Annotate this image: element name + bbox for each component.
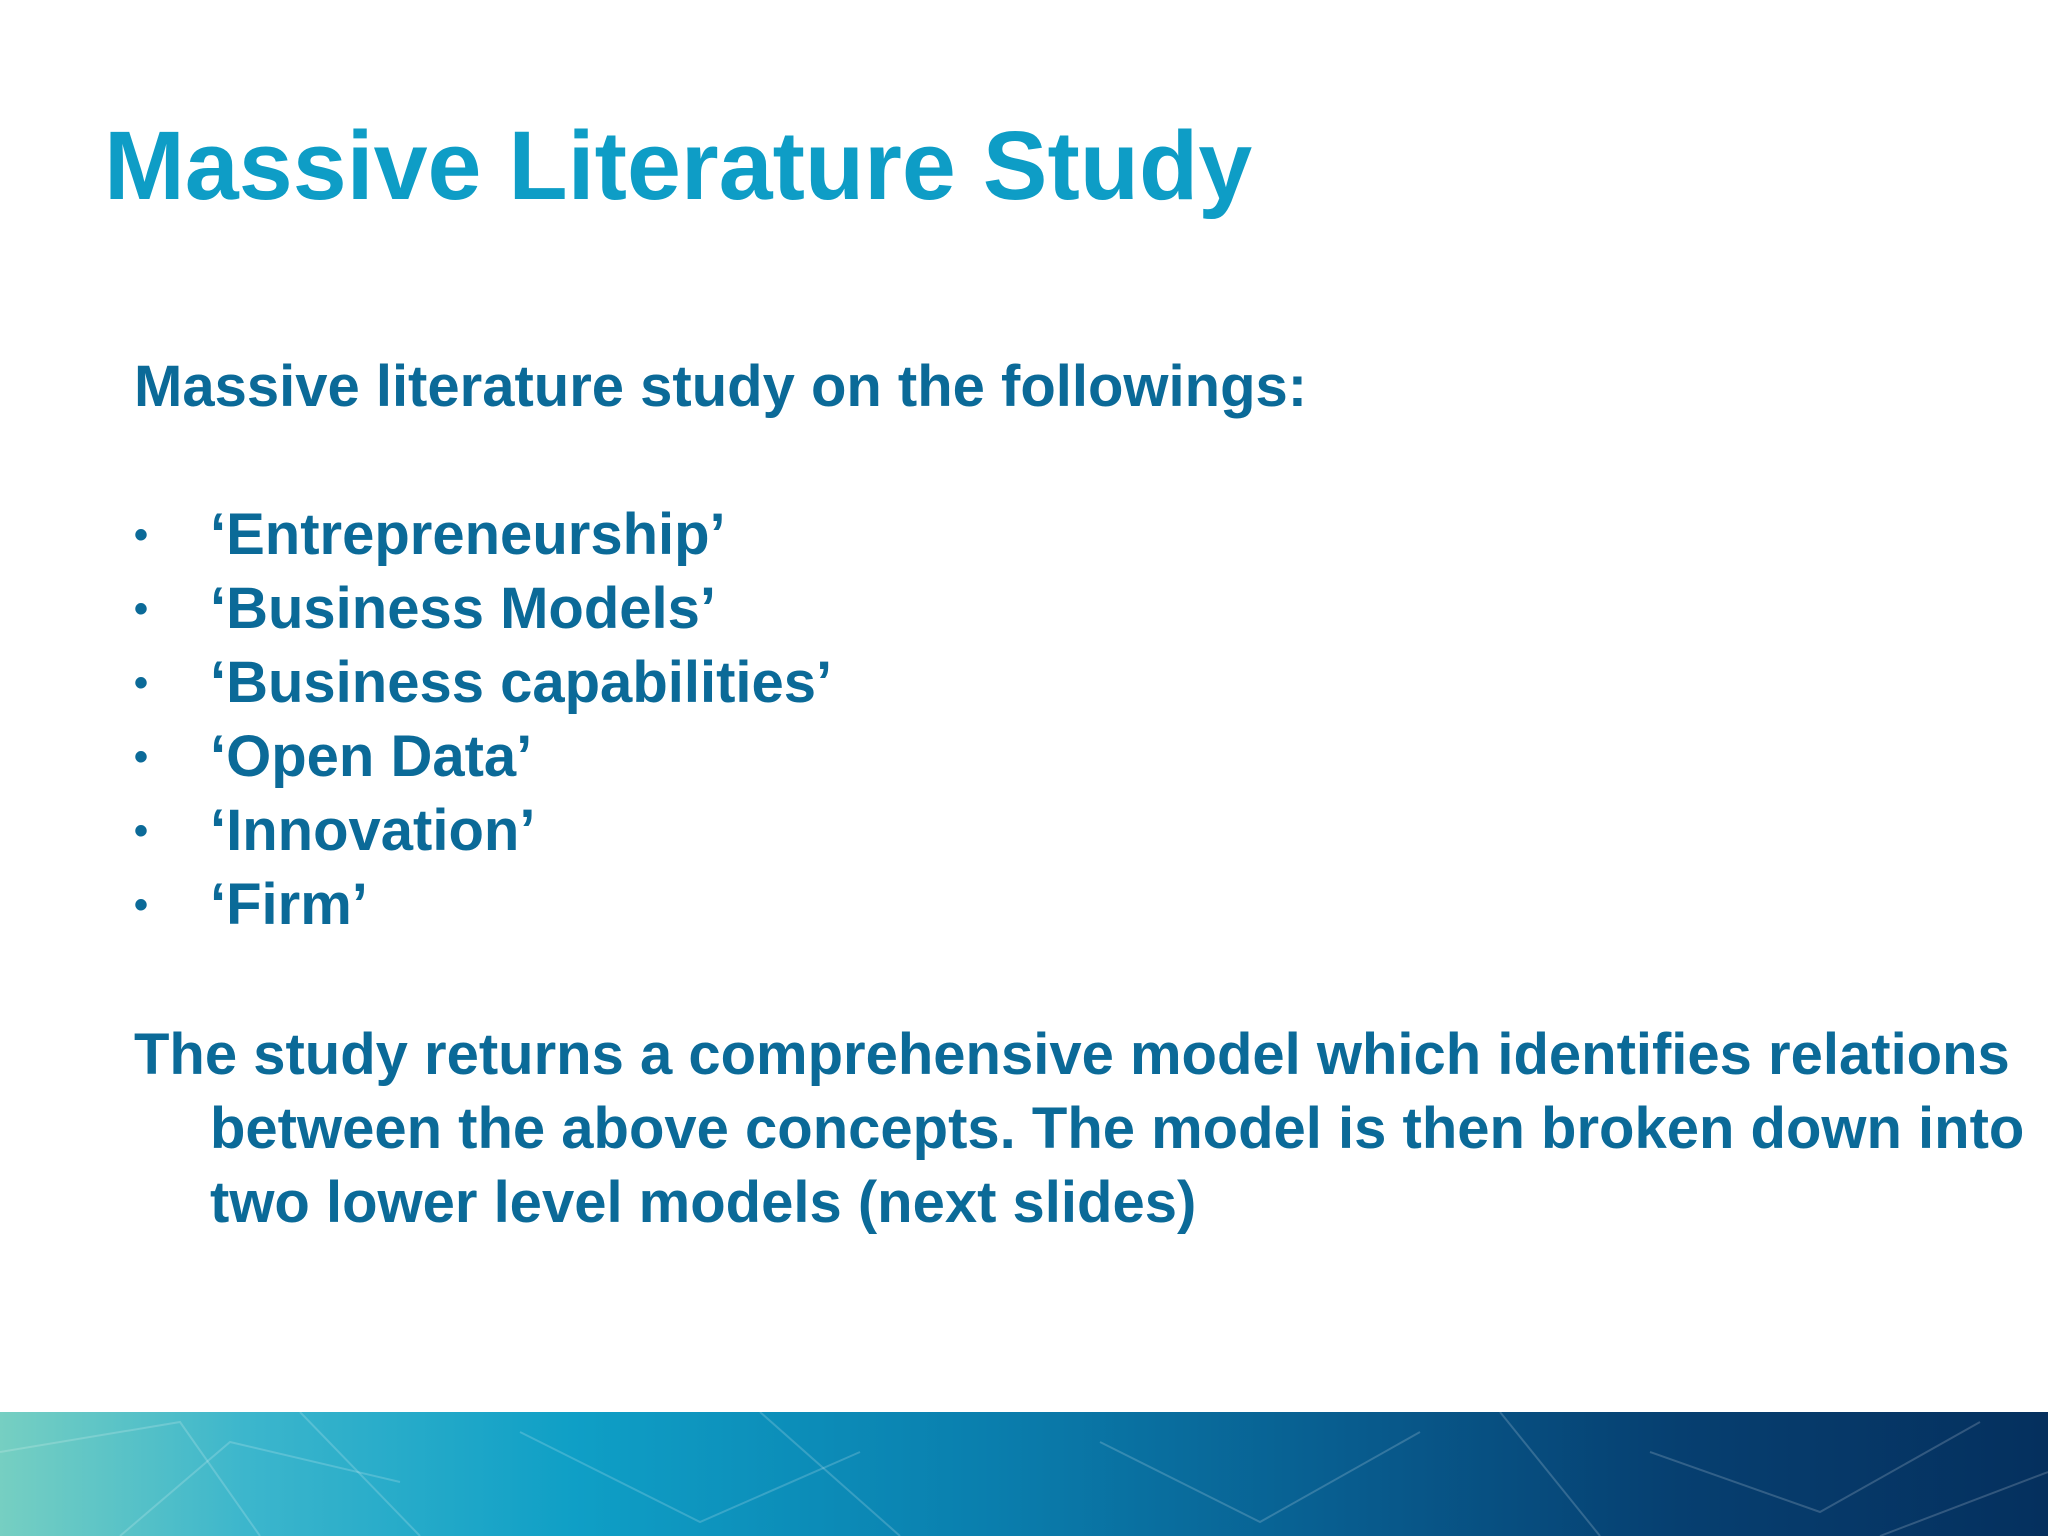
conclusion-text: The study returns a comprehensive model which identifies relations between the above concepts. The model is then broken down into two lower level models (next slides) (134, 1022, 2025, 1235)
bullet-icon: • (134, 809, 149, 853)
bullet-icon: • (134, 513, 149, 557)
list-item-label: ‘Business Models’ (210, 576, 717, 641)
bullet-icon: • (134, 735, 149, 779)
list-item (134, 572, 832, 646)
list-item (134, 868, 832, 942)
topic-list (134, 498, 832, 942)
list-item-label: ‘Firm’ (210, 872, 368, 937)
bullet-icon: • (134, 883, 149, 927)
list-item-label: ‘Open Data’ (210, 724, 533, 789)
slide-title: Massive Literature Study (104, 111, 1253, 220)
list-item (134, 720, 832, 794)
intro-text: Massive literature study on the followings: (134, 354, 1308, 419)
footer-band (0, 1412, 2048, 1536)
bullet-icon: • (134, 587, 149, 631)
list-item (134, 498, 832, 572)
list-item (134, 794, 832, 868)
list-item (134, 646, 832, 720)
bullet-icon: • (134, 661, 149, 705)
list-item-label: ‘Innovation’ (210, 798, 536, 863)
list-item-label: ‘Business capabilities’ (210, 650, 833, 715)
network-lines-decoration (0, 1412, 2048, 1536)
list-item-label: ‘Entrepreneurship’ (210, 502, 726, 567)
